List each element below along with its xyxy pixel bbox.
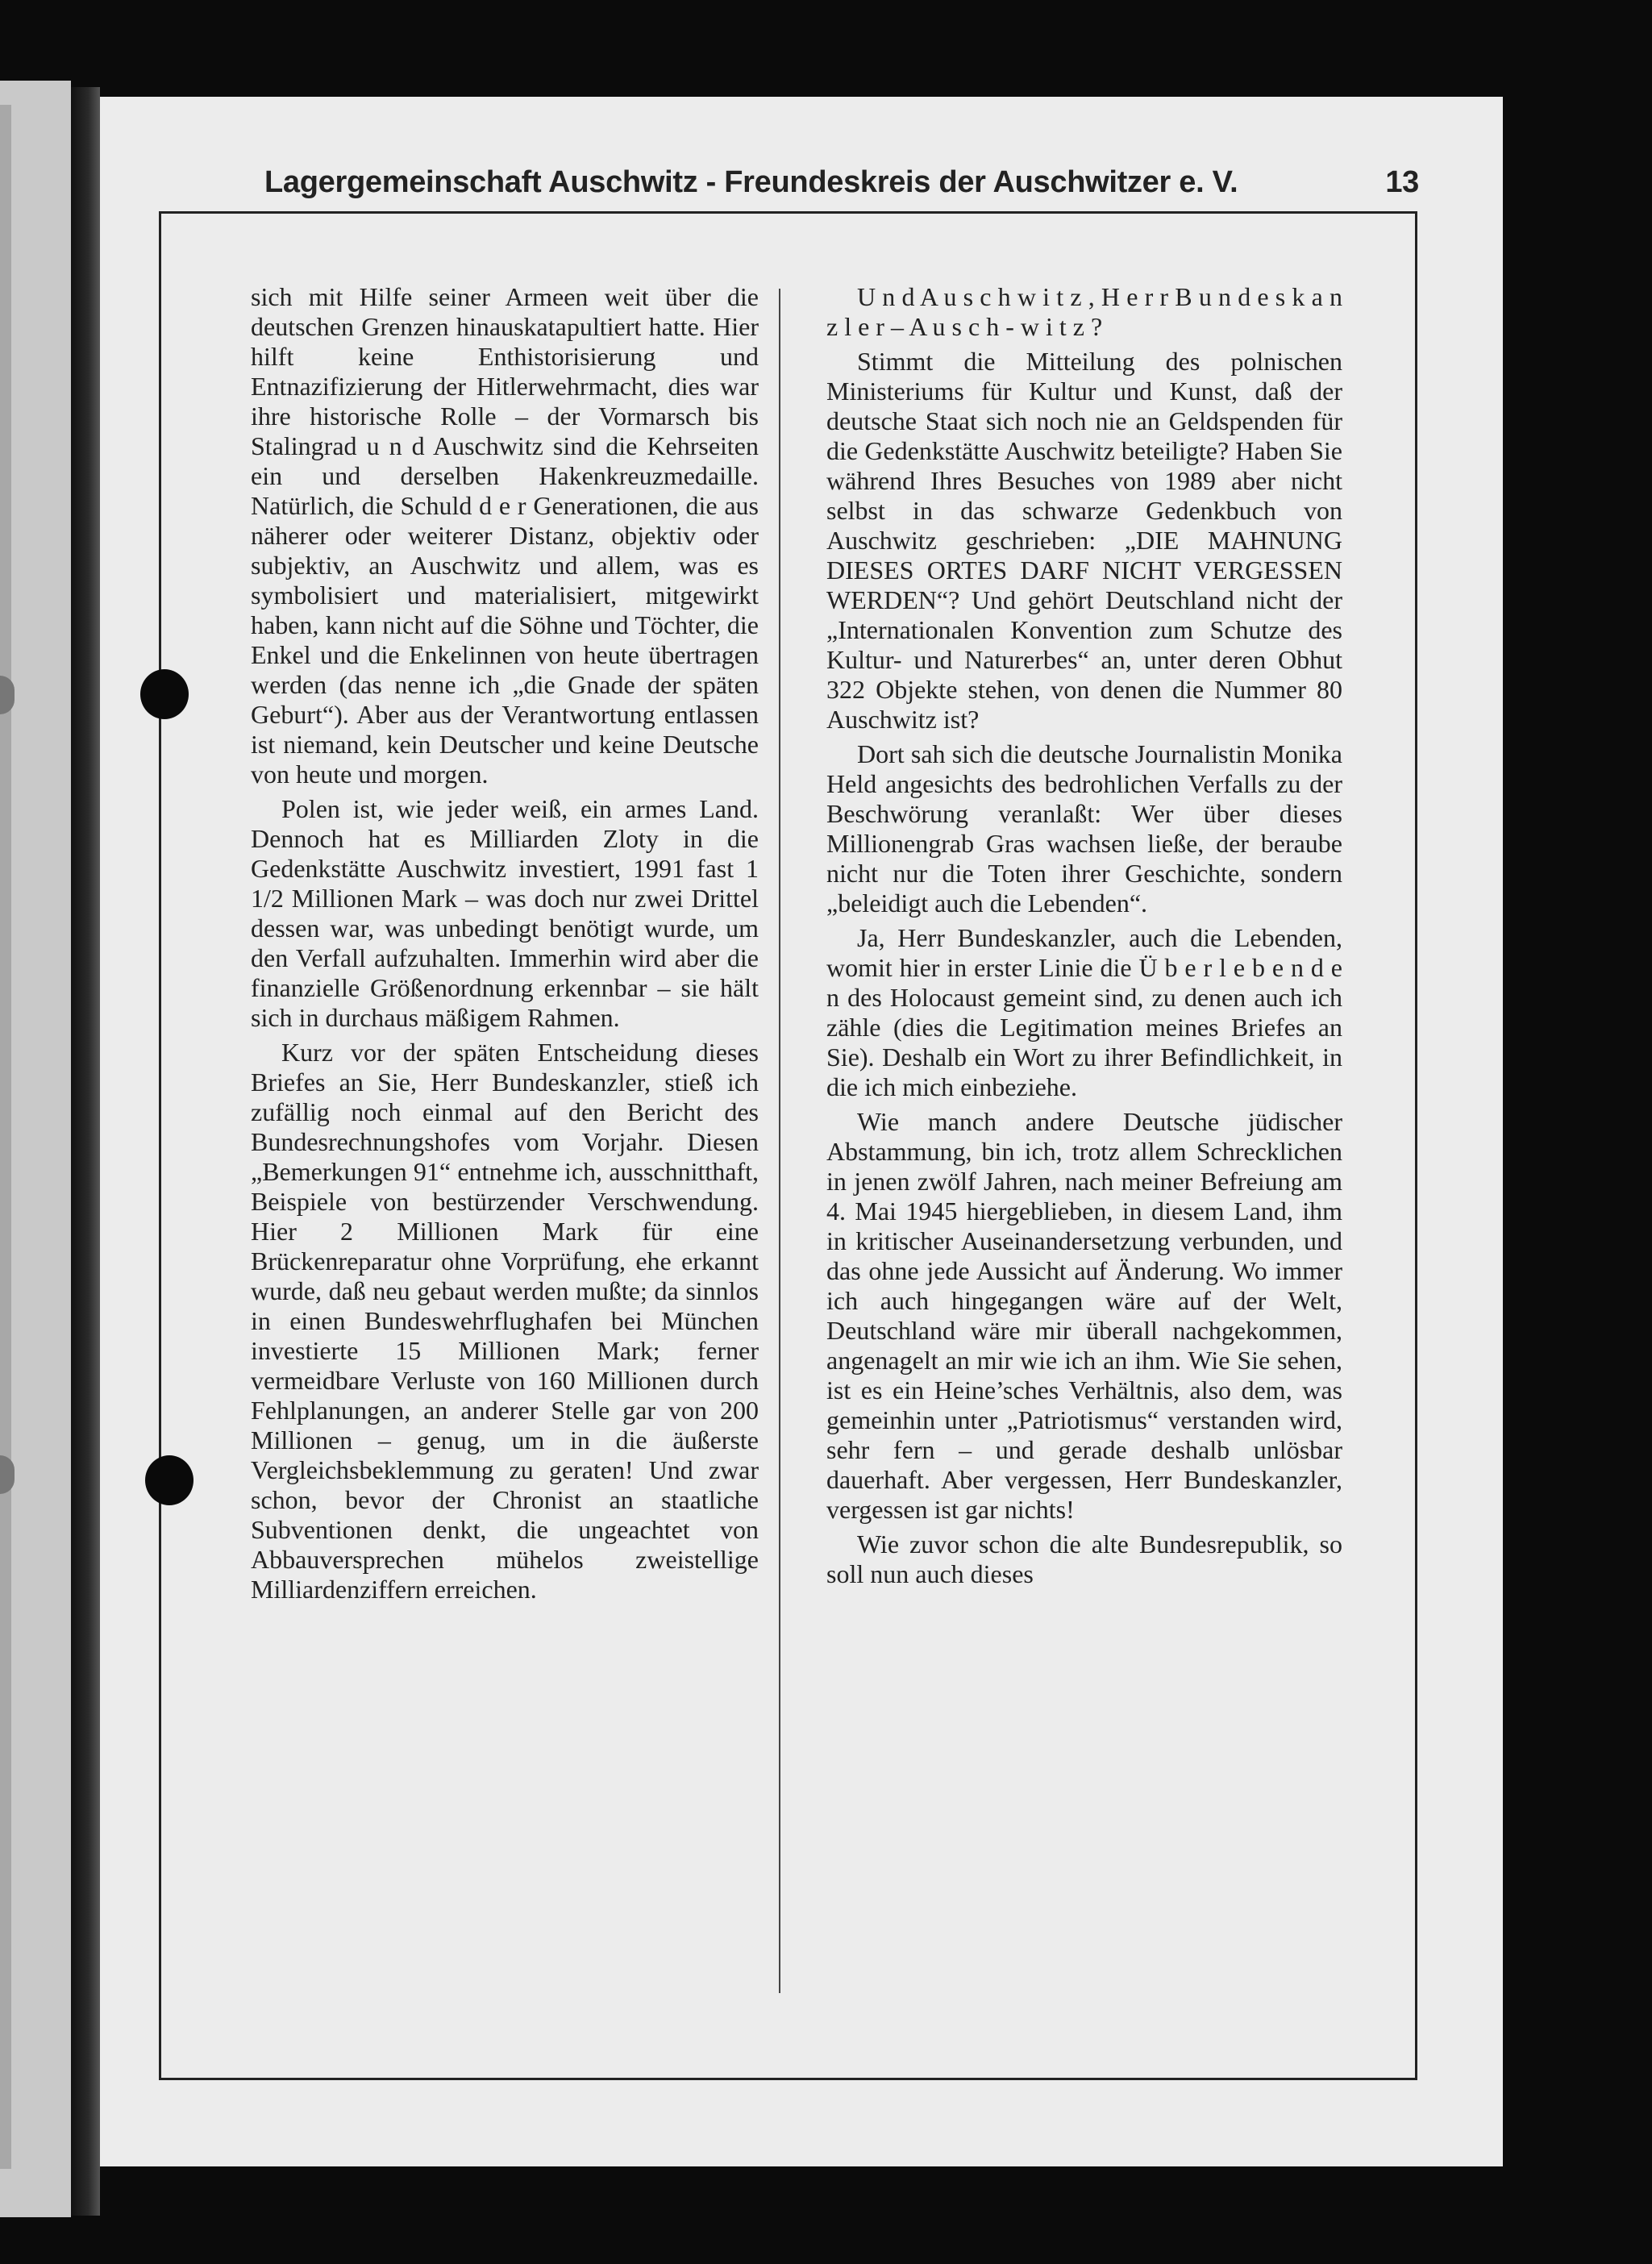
right-column	[826, 282, 1342, 1594]
left-column	[251, 282, 759, 1609]
page-number: 13	[1385, 165, 1419, 199]
paragraph: Wie zuvor schon die alte Bundesrepublik, so soll nun auch dieses	[826, 1529, 1342, 1588]
paragraph: sich mit Hilfe seiner Armeen weit über die deutschen Grenzen hinauskatapultiert hatte. Hier hilft keine Enthistorisierung und Entnazifizierung der Hitlerwehrmacht, dies war ihre historische Rolle – der Vormarsch bis Stalingrad u n d Auschwitz sind die Kehrseiten ein und derselben Hakenkreuzmedaille. Natürlich, die Schuld d e r Generationen, die aus näherer oder weiterer Distanz, objektiv oder subjektiv, an Auschwitz und allem, was es symbolisiert und materialisiert, mitgewirkt haben, kann nicht auf die Söhne und Töchter, die Enkel und die Enkelinnen von heute übertragen werden (das nenne ich „die Gnade der späten Geburt“). Aber aus der Verantwortung entlassen ist niemand, kein Deutscher und keine Deutsche von heute und morgen.	[251, 282, 759, 789]
paragraph: U n d A u s c h w i t z , H e r r B u n d e s k a n z l e r – A u s c h - w i t z ?	[826, 282, 1342, 341]
paragraph: Polen ist, wie jeder weiß, ein armes Land. Dennoch hat es Milliarden Zloty in die Gedenkstätte Auschwitz investiert, 1991 fast 1 1/2 Millionen Mark – was doch nur zwei Drittel dessen war, was unbedingt benötigt wurde, um den Verfall aufzuhalten. Immerhin wird aber die finanzielle Größenordnung erkennbar – sie hält sich in durchaus mäßigem Rahmen.	[251, 794, 759, 1032]
book-gutter	[71, 87, 100, 2216]
facing-page-shadow	[0, 105, 11, 2169]
paragraph: Wie manch andere Deutsche jüdischer Abstammung, bin ich, trotz allem Schrecklichen in jenen zwölf Jahren, nach meiner Befreiung am 4. Mai 1945 hiergeblieben, in diesem Land, ihm in kritischer Auseinandersetzung verbunden, und das ohne jede Aussicht auf Änderung. Wo immer ich auch hingegangen wäre auf der Welt, Deutschland wäre mir überall nachgekommen, angenagelt an mir wie ich an ihm. Wie Sie sehen, ist es ein Heine’sches Verhältnis, also dem, was gemeinhin unter „Patriotismus“ verstanden wird, sehr fern – und gerade deshalb unlösbar dauerhaft. Aber vergessen, Herr Bundeskanzler, vergessen ist gar nichts!	[826, 1107, 1342, 1524]
punch-hole	[140, 669, 189, 719]
header-title: Lagergemeinschaft Auschwitz - Freundeskreis der Auschwitzer e. V.	[264, 165, 1238, 199]
punch-hole	[145, 1455, 193, 1505]
paragraph: Dort sah sich die deutsche Journalistin Monika Held angesichts des bedrohlichen Verfalls zu der Beschwörung veranlaßt: Wer über dieses Millionengrab Gras wachsen ließe, der beraube nicht nur die Toten ihrer Geschichte, sondern „beleidigt auch die Lebenden“.	[826, 739, 1342, 918]
paragraph: Stimmt die Mitteilung des polnischen Ministeriums für Kultur und Kunst, daß der deutsche Staat sich noch nie an Geldspenden für die Gedenkstätte Auschwitz beteiligte? Haben Sie während Ihres Besuches von 1989 aber nicht selbst in das schwarze Gedenkbuch von Auschwitz geschrieben: „DIE MAHNUNG DIESES ORTES DARF NICHT VERGESSEN WERDEN“? Und gehört Deutschland nicht der „Internationalen Konvention zum Schutze des Kultur- und Naturerbes“ an, unter deren Obhut 322 Objekte stehen, von denen die Nummer 80 Auschwitz ist?	[826, 347, 1342, 734]
paragraph: Ja, Herr Bundeskanzler, auch die Lebenden, womit hier in erster Linie die Ü b e r l e b e n d e n des Holocaust gemeint sind, zu denen auch ich zähle (dies die Legitimation meines Briefes an Sie). Deshalb ein Wort zu ihrer Befindlichkeit, in die ich mich einbeziehe.	[826, 923, 1342, 1101]
running-header	[165, 165, 1419, 214]
paragraph: Kurz vor der späten Entscheidung dieses Briefes an Sie, Herr Bundeskanzler, stieß ich zufällig noch einmal auf den Bericht des Bundesrechnungshofes vom Vorjahr. Diesen „Bemerkungen 91“ entnehme ich, ausschnitthaft, Beispiele von bestürzender Verschwendung. Hier 2 Millionen Mark für eine Brückenreparatur ohne Vorprüfung, ehe erkannt wurde, daß neu gebaut werden mußte; da sinnlos in einen Bundeswehrflughafen bei München investierte 15 Millionen Mark; ferner vermeidbare Verluste von 160 Millionen durch Fehlplanungen, an anderer Stelle gar von 200 Millionen – genug, um in die äußerste Vergleichsbeklemmung zu geraten! Und zwar schon, bevor der Chronist an staatliche Subventionen denkt, die ungeachtet von Abbauversprechen mühelos zweistellige Milliardenziffern erreichen.	[251, 1038, 759, 1604]
column-divider	[779, 289, 780, 1993]
